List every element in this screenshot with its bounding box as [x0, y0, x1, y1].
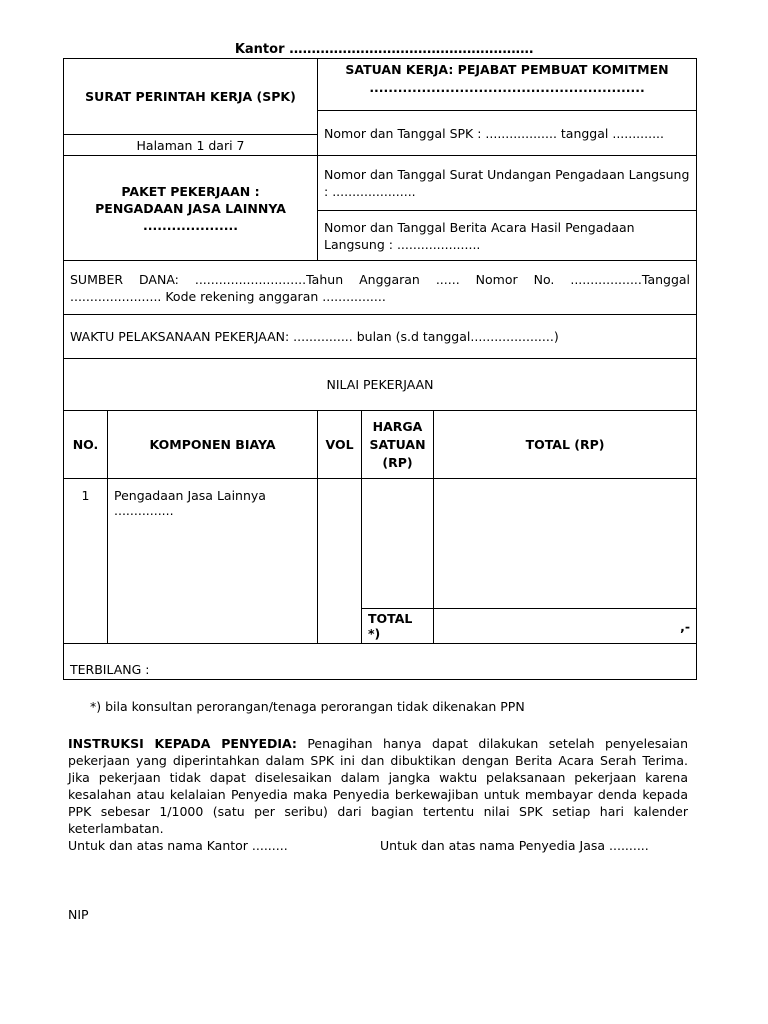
sumber-dana: SUMBER DANA: ............................Tahun Anggaran ...... Nomor No. ..................Tanggal ....................... Kode rekening anggaran ................ — [64, 261, 697, 315]
halaman: Halaman 1 dari 7 — [64, 135, 318, 156]
paket-dots: .................... — [143, 217, 238, 233]
row-harga — [362, 479, 434, 609]
nip-label: NIP — [68, 907, 89, 922]
kantor-label: Kantor — [234, 42, 285, 57]
instruksi-kepada-penyedia — [68, 735, 688, 837]
spk-form-table — [63, 58, 697, 680]
row-komponen: Pengadaan Jasa Lainnya ............... — [108, 479, 318, 644]
header-harga-line2: SATUAN — [369, 436, 426, 452]
header-harga-line1: HARGA — [372, 418, 423, 434]
row-total — [434, 479, 697, 609]
kantor-heading — [0, 42, 768, 57]
instruksi-label: INSTRUKSI KEPADA PENYEDIA: — [68, 736, 297, 751]
total-label: TOTAL *) — [362, 609, 434, 644]
satuan-kerja-title: SATUAN KERJA: PEJABAT PEMBUAT KOMITMEN — [345, 62, 669, 77]
header-komponen: KOMPONEN BIAYA — [108, 411, 318, 479]
satuan-kerja-cell — [318, 59, 697, 111]
paket-pekerjaan-cell — [64, 156, 318, 261]
nomor-berita-acara: Nomor dan Tanggal Berita Acara Hasil Pengadaan Langsung : ..................... — [318, 211, 697, 261]
instruksi-text: Penagihan hanya dapat dilakukan setelah penyelesaian pekerjaan yang diperintahkan dalam SPK ini dan dibuktikan dengan Berita Acara Serah Terima. Jika pekerjaan tidak dapat diselesaikan dalam jangka waktu pelaksanaan pekerjaan karena kesalahan atau kelalaian Penyedia maka Penyedia berkewajiban untuk membayar denda kepada PPK sebesar 1/1000 (satu per seribu) dari bagian tertentu nilai SPK setiap hari kalender keterlambatan. — [68, 736, 688, 836]
terbilang: TERBILANG : — [64, 644, 697, 680]
header-harga-satuan — [362, 411, 434, 479]
ppn-footnote: *) bila konsultan perorangan/tenaga perorangan tidak dikenakan PPN — [90, 699, 525, 714]
satuan-kerja-dots: .......................................................... — [369, 80, 645, 95]
nilai-pekerjaan-title: NILAI PEKERJAAN — [64, 359, 697, 411]
header-vol: VOL — [318, 411, 362, 479]
total-value: ,- — [434, 609, 697, 644]
header-harga-line3: (RP) — [382, 454, 413, 470]
row-no: 1 — [64, 479, 108, 644]
signature-kantor: Untuk dan atas nama Kantor ......... — [68, 838, 288, 853]
paket-line1: PAKET PEKERJAAN : — [121, 183, 260, 199]
header-total: TOTAL (RP) — [434, 411, 697, 479]
spk-title: SURAT PERINTAH KERJA (SPK) — [64, 59, 318, 135]
kantor-dots: ....................................................... — [289, 42, 534, 57]
signature-penyedia: Untuk dan atas nama Penyedia Jasa .......... — [380, 838, 649, 853]
nomor-undangan: Nomor dan Tanggal Surat Undangan Pengadaan Langsung : ..................... — [318, 156, 697, 211]
row-vol — [318, 479, 362, 644]
waktu-pelaksanaan: WAKTU PELAKSANAAN PEKERJAAN: ............... bulan (s.d tanggal.....................) — [64, 315, 697, 359]
table-row — [64, 479, 697, 609]
paket-line2: PENGADAAN JASA LAINNYA — [95, 200, 286, 216]
nomor-spk: Nomor dan Tanggal SPK : .................. tanggal ............. — [318, 111, 697, 156]
header-no: NO. — [64, 411, 108, 479]
